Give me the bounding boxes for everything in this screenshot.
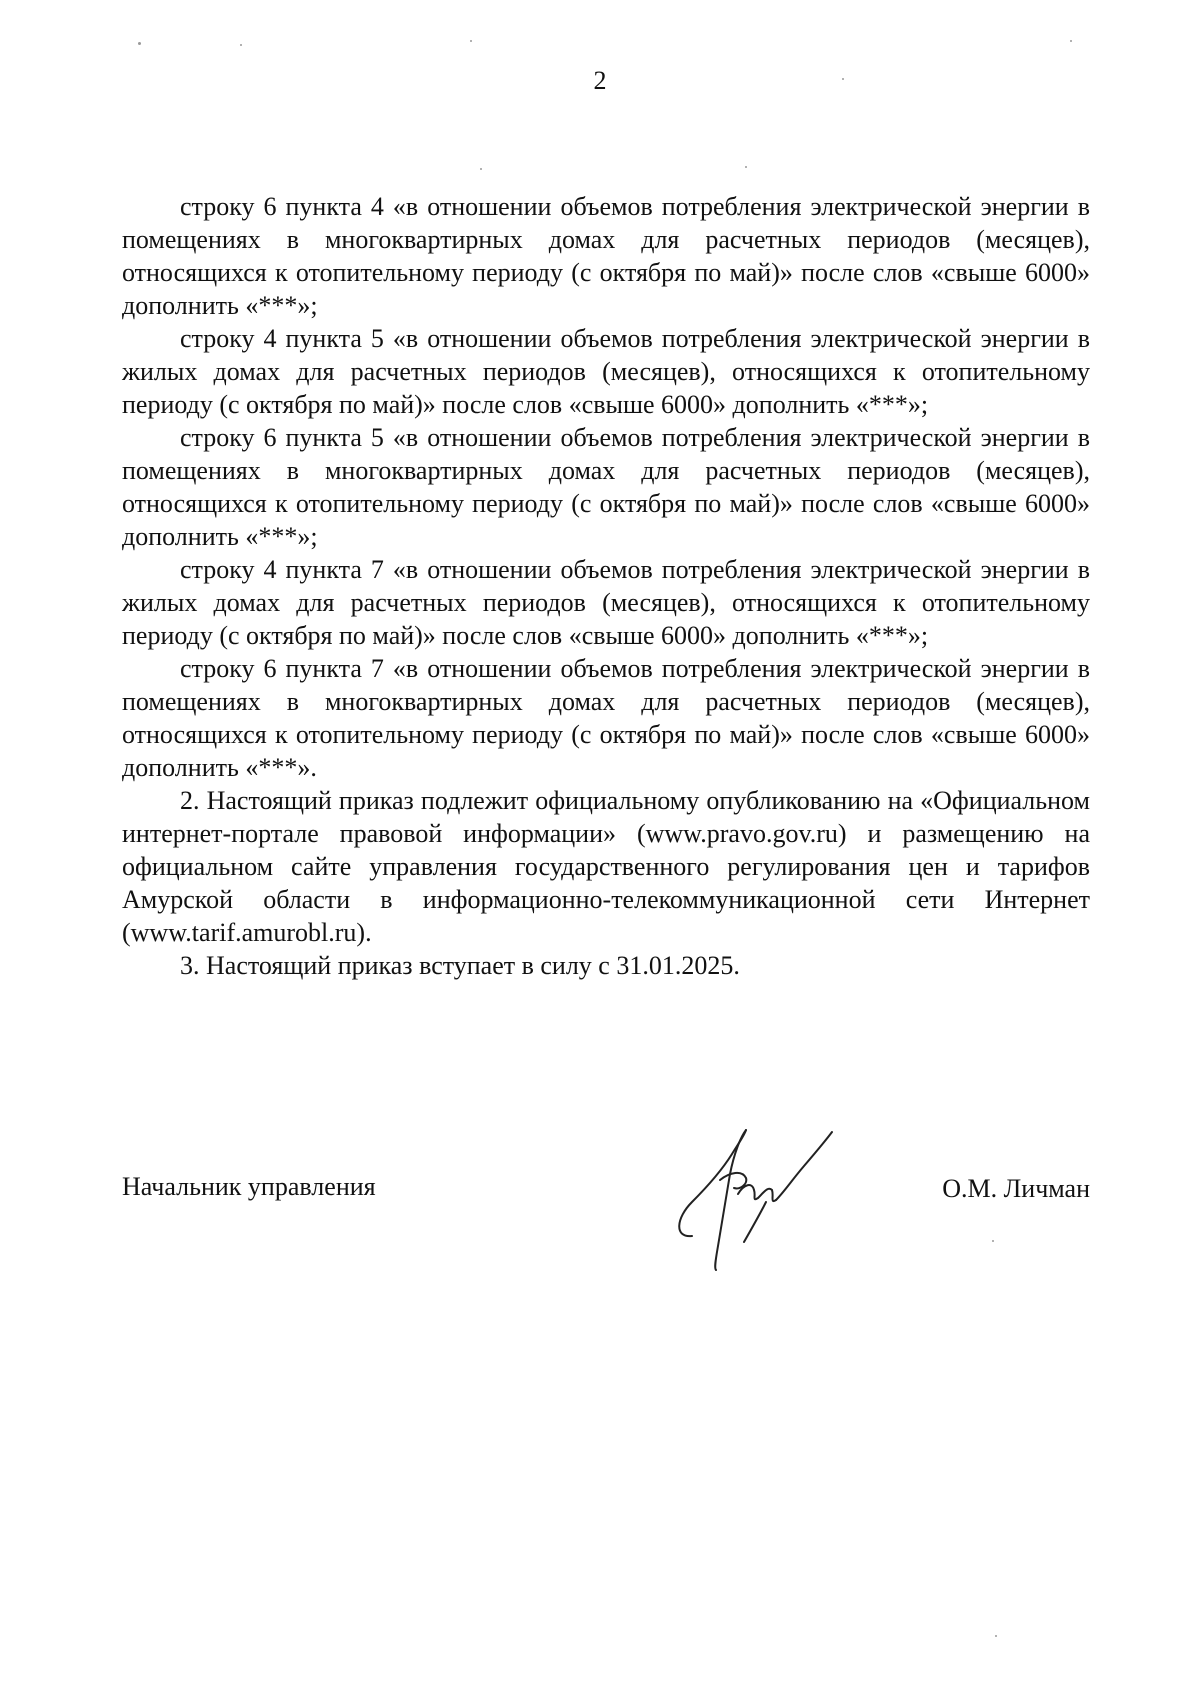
scan-speck <box>1070 40 1072 42</box>
scan-speck <box>842 78 844 80</box>
scan-speck <box>480 168 482 170</box>
signer-position: Начальник управления <box>122 1172 376 1201</box>
page-number: 2 <box>593 66 607 95</box>
paragraph-line6-item4: строку 6 пункта 4 «в отношении объемов потребления электрической энергии в помещениях в многоквартирных домах для расчетных периодов (месяцев), относящихся к отопительному периоду (с октября по май)» после слов «свыше 6000» дополнить «***»; <box>122 192 1090 320</box>
scan-speck <box>995 1635 997 1637</box>
scan-speck <box>240 44 242 46</box>
paragraph-publication-clause: 2. Настоящий приказ подлежит официальному опубликованию на «Официальном интернет-портале правовой информации» (www.pravo.gov.ru) и размещению на официальном сайте управления государственного регулирования цен и тарифов Амурской области в информационно-телекоммуникационной сети Интернет (www.tarif.amurobl.ru). <box>122 786 1090 947</box>
signature-block <box>122 1140 1090 1280</box>
scan-speck <box>138 42 141 45</box>
paragraph-effective-date-clause: 3. Настоящий приказ вступает в силу с 31.01.2025. <box>180 951 740 980</box>
signer-name: О.М. Личман <box>942 1174 1090 1203</box>
document-body <box>122 190 1090 982</box>
paragraph-line4-item5: строку 4 пункта 5 «в отношении объемов потребления электрической энергии в жилых домах для расчетных периодов (месяцев), относящихся к отопительному периоду (с октября по май)» после слов «свыше 6000» дополнить «***»; <box>122 324 1090 419</box>
scan-speck <box>992 1240 994 1242</box>
paragraph-line6-item7: строку 6 пункта 7 «в отношении объемов потребления электрической энергии в помещениях в многоквартирных домах для расчетных периодов (месяцев), относящихся к отопительному периоду (с октября по май)» после слов «свыше 6000» дополнить «***». <box>122 654 1090 782</box>
handwritten-signature <box>634 1118 834 1278</box>
scan-speck <box>470 40 472 42</box>
paragraph-line6-item5: строку 6 пункта 5 «в отношении объемов потребления электрической энергии в помещениях в многоквартирных домах для расчетных периодов (месяцев), относящихся к отопительному периоду (с октября по май)» после слов «свыше 6000» дополнить «***»; <box>122 423 1090 551</box>
paragraph-line4-item7: строку 4 пункта 7 «в отношении объемов потребления электрической энергии в жилых домах для расчетных периодов (месяцев), относящихся к отопительному периоду (с октября по май)» после слов «свыше 6000» дополнить «***»; <box>122 555 1090 650</box>
scan-speck <box>745 166 747 168</box>
